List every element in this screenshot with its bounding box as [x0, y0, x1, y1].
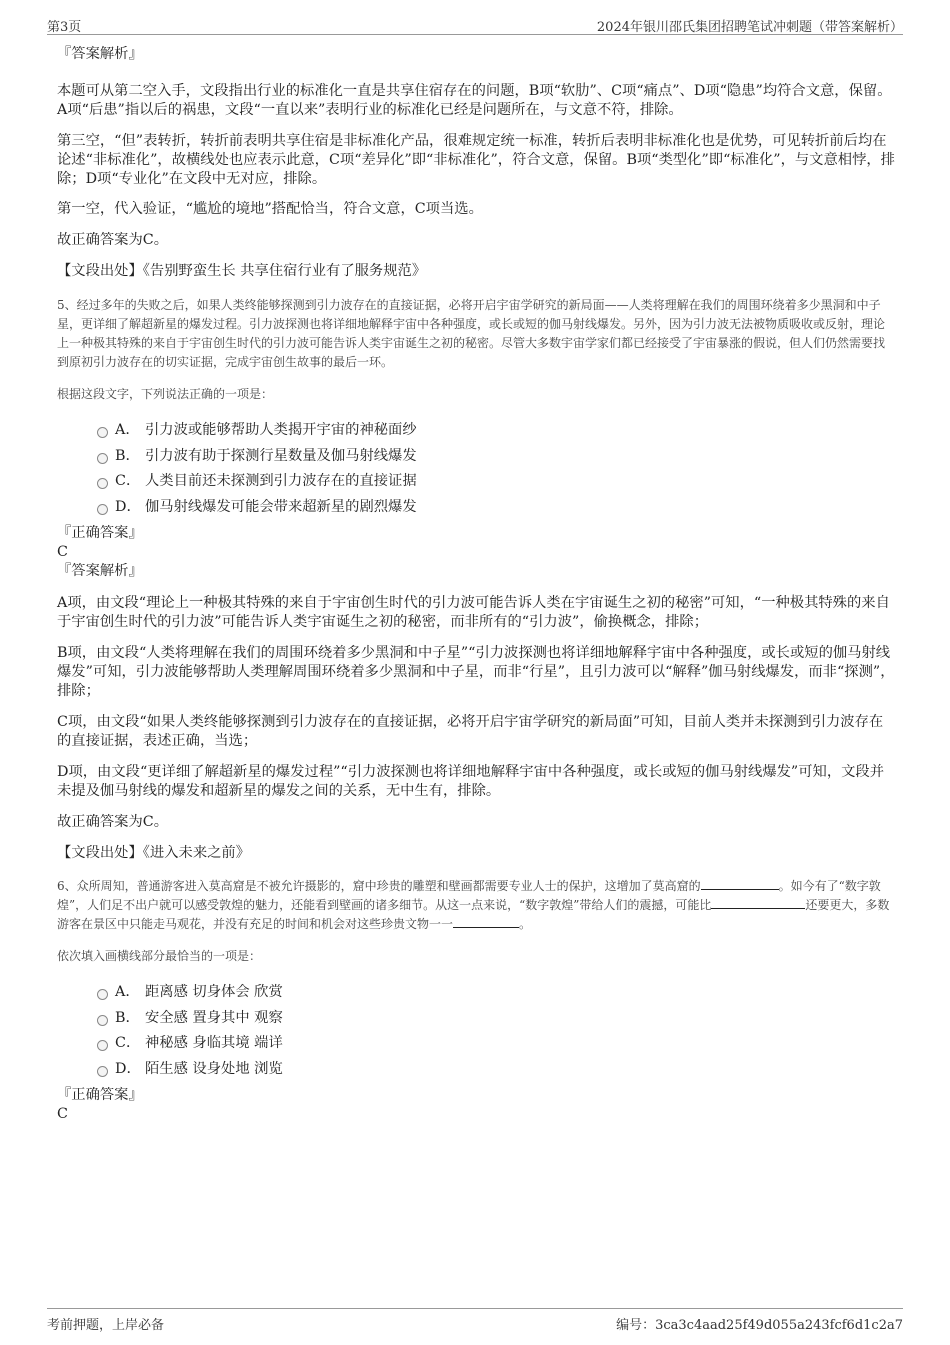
- page-header: [47, 14, 903, 35]
- q5-answer: C: [57, 544, 68, 560]
- page-content: [57, 45, 895, 1124]
- q4-analysis-paragraph: 本题可从第二空入手，文段指出行业的标准化一直是共享住宿存在的问题，B项“软肋”、C项“痛点”、D项“隐患”均符合文意，保留。A项“后患”指以后的祸患，文段“一直以来”表明行业的标准化已经是问题所在，与文意不符，排除。: [57, 83, 892, 118]
- blank-line: [453, 915, 519, 928]
- radio-icon[interactable]: [97, 427, 108, 438]
- blank-line: [701, 877, 779, 890]
- page-number: 第3页: [47, 20, 82, 35]
- q6-option-b[interactable]: B． 安全感 置身其中 观察: [57, 1008, 895, 1034]
- radio-icon[interactable]: [97, 1015, 108, 1026]
- q5-source: 【文段出处】《进入未来之前》: [57, 845, 251, 861]
- q6-options: [57, 982, 895, 1084]
- q6-stem: 6、众所周知，普通游客进入莫高窟是不被允许摄影的，窟中珍贵的雕塑和壁画都需要专业人士的保护，这增加了莫高窟的 。如今有了“数字敦煌”，人们足不出户就可以感受敦煌的魅力，还能看到壁画的诸多细节。从这一点来说，“数字敦煌”带给人们的震撼，可能比 还要更大，多数游客在景区中只能走马观花，并没有充足的时间和机会对这些珍贵文物一一 。: [57, 879, 890, 931]
- radio-icon[interactable]: [97, 504, 108, 515]
- q4-source: 【文段出处】《告别野蛮生长 共享住宿行业有了服务规范》: [57, 263, 427, 279]
- document-id: 编号：3ca3c4aad25f49d055a243fcf6d1c2a7: [616, 1318, 903, 1333]
- q5-option-b[interactable]: B． 引力波有助于探测行星数量及伽马射线爆发: [57, 446, 895, 472]
- q6-question: 依次填入画横线部分最恰当的一项是：: [57, 949, 262, 963]
- q6-option-a[interactable]: A． 距离感 切身体会 欣赏: [57, 982, 895, 1008]
- q5-option-c[interactable]: C． 人类目前还未探测到引力波存在的直接证据: [57, 471, 895, 497]
- q5-analysis-paragraph: D项，由文段“更详细了解超新星的爆发过程”“引力波探测也将详细地解释宇宙中各种强度，或长或短的伽马射线爆发”可知，文段并未提及伽马射线的爆发和超新星的爆发之间的关系，无中生有，排除。: [57, 764, 885, 799]
- q5-option-d[interactable]: D． 伽马射线爆发可能会带来超新星的剧烈爆发: [57, 497, 895, 523]
- q6-answer: C: [57, 1106, 68, 1122]
- q5-question: 根据这段文字，下列说法正确的一项是：: [57, 387, 274, 401]
- q5-options: [57, 420, 895, 522]
- radio-icon[interactable]: [97, 478, 108, 489]
- page-footer: [47, 1308, 903, 1331]
- q4-answer-statement: 故正确答案为C。: [57, 232, 169, 248]
- radio-icon[interactable]: [97, 1040, 108, 1051]
- document-title: 2024年银川邵氏集团招聘笔试冲刺题（带答案解析）: [596, 20, 903, 35]
- radio-icon[interactable]: [97, 989, 108, 1000]
- q5-analysis-label: 『答案解析』: [57, 563, 143, 579]
- q4-analysis-label: 『答案解析』: [57, 46, 143, 62]
- radio-icon[interactable]: [97, 453, 108, 464]
- q6-answer-label: 『正确答案』: [57, 1087, 143, 1103]
- q6-option-c[interactable]: C． 神秘感 身临其境 端详: [57, 1033, 895, 1059]
- radio-icon[interactable]: [97, 1066, 108, 1077]
- blank-line: [711, 896, 805, 909]
- footer-slogan: 考前押题，上岸必备: [47, 1318, 165, 1333]
- q6-option-d[interactable]: D． 陌生感 设身处地 浏览: [57, 1059, 895, 1085]
- q5-analysis-paragraph: A项，由文段“理论上一种极其特殊的来自于宇宙创生时代的引力波可能告诉人类在宇宙诞生之初的秘密”可知，“一种极其特殊的来自于宇宙创生时代的引力波”可能告诉人类宇宙诞生之初的秘密，而非所有的“引力波”，偷换概念，排除；: [57, 595, 890, 630]
- q5-stem: 5、经过多年的失败之后，如果人类终能够探测到引力波存在的直接证据，必将开启宇宙学研究的新局面——人类将理解在我们的周围环绕着多少黑洞和中子星，更详细了解超新星的爆发过程。引力波探测也将详细地解释宇宙中各种强度，或长或短的伽马射线爆发。另外，因为引力波无法被物质吸收或反射，理论上一种极其特殊的来自于宇宙创生时代的引力波可能告诉人类宇宙诞生之初的秘密。尽管大多数宇宙学家们都已经接受了宇宙暴涨的假说，但人们仍然需要找到原初引力波存在的切实证据，完成宇宙创生故事的最后一环。: [57, 298, 886, 369]
- q4-analysis-paragraph: 第一空，代入验证，“尴尬的境地”搭配恰当，符合文意，C项当选。: [57, 201, 483, 217]
- q5-answer-label: 『正确答案』: [57, 525, 143, 541]
- q5-analysis-paragraph: B项，由文段“人类将理解在我们的周围环绕着多少黑洞和中子星”“引力波探测也将详细地解释宇宙中各种强度，或长或短的伽马射线爆发”可知，引力波能够帮助人类理解周围环绕着多少黑洞和中子星，而非“行星”，且引力波可以“解释”伽马射线爆发，而非“探测”，排除；: [57, 645, 895, 699]
- q5-answer-statement: 故正确答案为C。: [57, 814, 169, 830]
- q4-analysis-paragraph: 第三空，“但”表转折，转折前表明共享住宿是非标准化产品，很难规定统一标准，转折后表明非标准化也是优势，可见转折前后均在论述“非标准化”，故横线处也应表示此意，C项“差异化”即“非标准化”，符合文意，保留。B项“类型化”即“标准化”，与文意相悖，排除；D项“专业化”在文段中无对应，排除。: [57, 133, 895, 187]
- q5-analysis-paragraph: C项，由文段“如果人类终能够探测到引力波存在的直接证据，必将开启宇宙学研究的新局面”可知，目前人类并未探测到引力波存在的直接证据，表述正确，当选；: [57, 714, 884, 749]
- q5-option-a[interactable]: A． 引力波或能够帮助人类揭开宇宙的神秘面纱: [57, 420, 895, 446]
